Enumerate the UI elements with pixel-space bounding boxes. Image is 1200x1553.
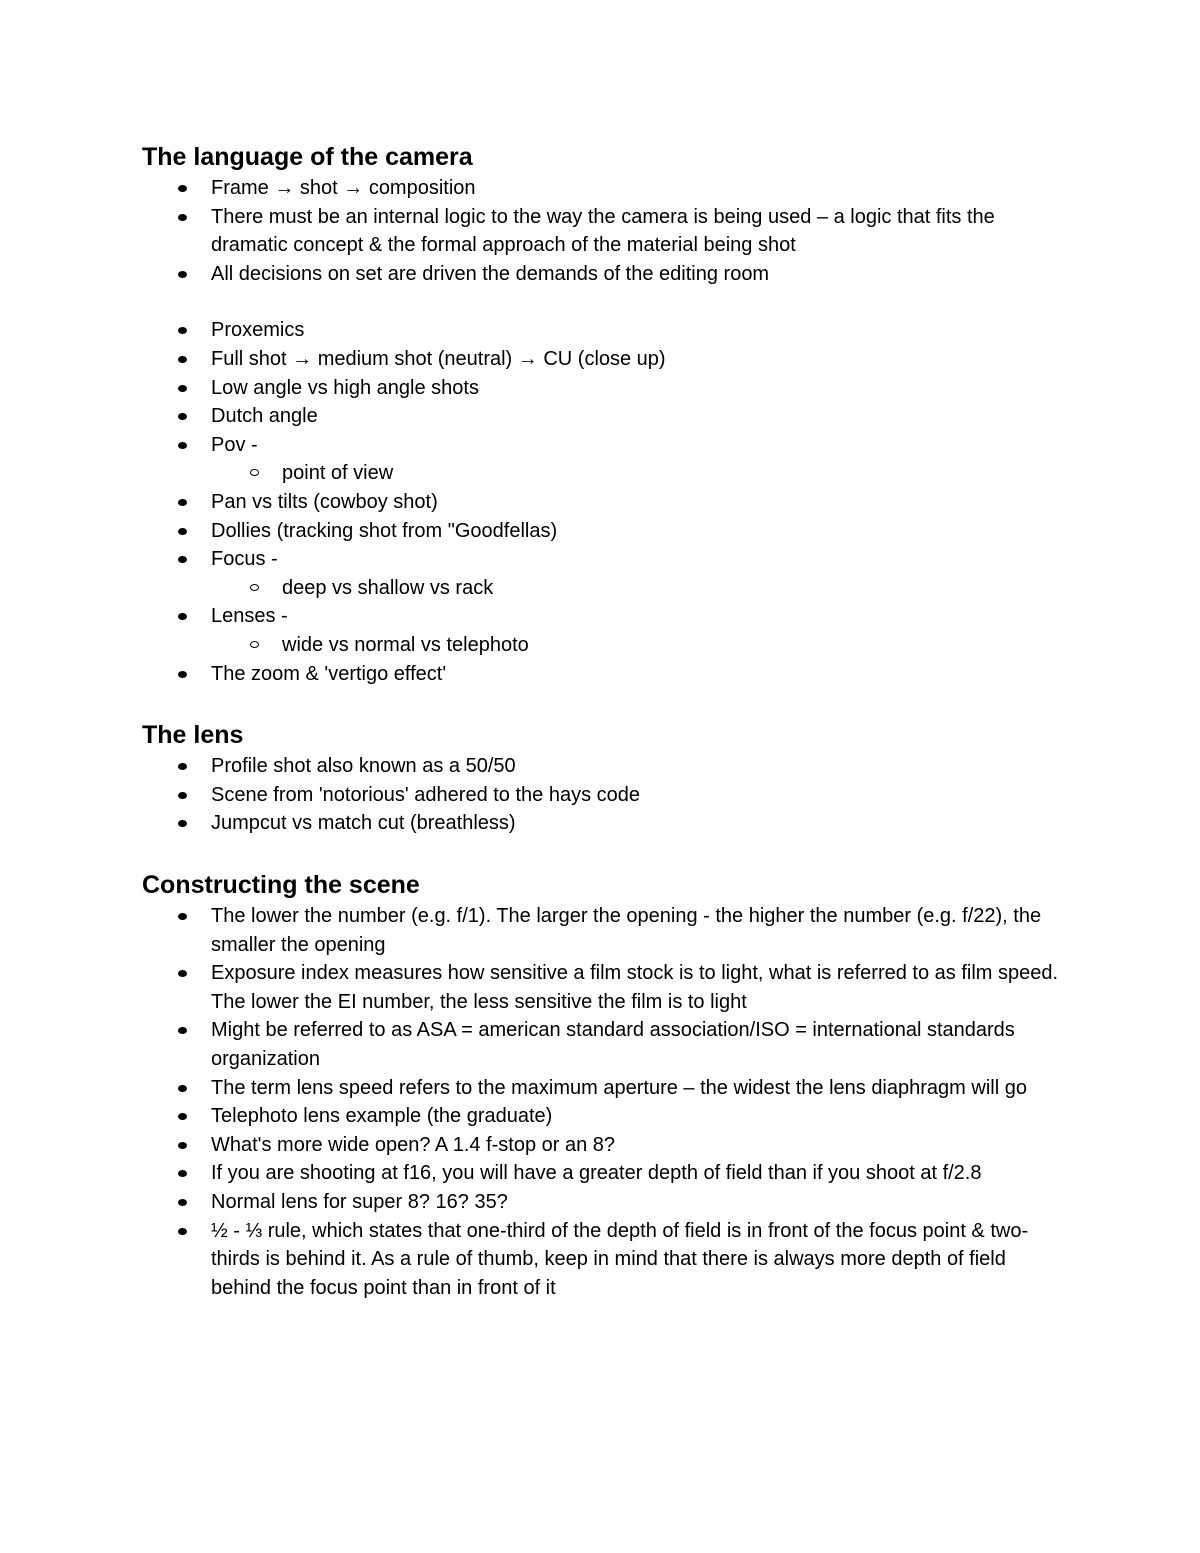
bullet-icon bbox=[178, 1228, 187, 1235]
bullet-icon bbox=[178, 792, 187, 799]
list-item bbox=[142, 959, 1061, 1016]
bullet-icon bbox=[178, 970, 187, 977]
list-item bbox=[142, 602, 1061, 659]
list-item bbox=[142, 488, 1061, 517]
list-item bbox=[142, 809, 1061, 838]
spacer bbox=[142, 288, 1072, 316]
list-item bbox=[142, 402, 1061, 431]
bullet-icon bbox=[178, 556, 187, 563]
bullet-icon bbox=[178, 1170, 187, 1177]
list-item-text: Proxemics bbox=[211, 319, 305, 342]
circle-bullet-icon bbox=[250, 584, 259, 591]
sub-list-item-text: point of view bbox=[282, 462, 394, 485]
list-item-text: Dutch angle bbox=[211, 405, 318, 428]
list-item bbox=[142, 203, 1061, 260]
sub-list-item bbox=[142, 574, 1061, 603]
list-item-text: Dollies (tracking shot from "Goodfellas) bbox=[211, 519, 558, 542]
list-item-text: Jumpcut vs match cut (breathless) bbox=[211, 812, 516, 835]
bullet-icon bbox=[178, 913, 187, 920]
list-item-text: Might be referred to as ASA = american standard association/ISO = international standards organization bbox=[211, 1019, 1015, 1070]
sub-list-item bbox=[142, 631, 1061, 660]
bullet-list bbox=[142, 902, 1072, 1302]
bullet-icon bbox=[178, 442, 187, 449]
bullet-list bbox=[142, 316, 1072, 688]
list-item bbox=[142, 1188, 1061, 1217]
bullet-icon bbox=[178, 1085, 187, 1092]
list-item bbox=[142, 781, 1061, 810]
list-item-text: Pan vs tilts (cowboy shot) bbox=[211, 490, 438, 513]
section-heading: The language of the camera bbox=[142, 143, 473, 171]
list-item bbox=[142, 431, 1061, 488]
sub-list-item bbox=[142, 459, 1061, 488]
list-item-text: Scene from 'notorious' adhered to the hays code bbox=[211, 783, 641, 806]
list-item bbox=[142, 345, 1061, 374]
list-item-text: Focus - bbox=[211, 548, 278, 571]
bullet-icon bbox=[178, 356, 187, 363]
list-item-text: Low angle vs high angle shots bbox=[211, 376, 479, 399]
list-item-text: Normal lens for super 8? 16? 35? bbox=[211, 1190, 508, 1213]
list-item bbox=[142, 260, 1061, 289]
section-heading: The lens bbox=[142, 721, 244, 749]
list-item bbox=[142, 1159, 1061, 1188]
list-item bbox=[142, 1074, 1061, 1103]
list-item bbox=[142, 1217, 1061, 1303]
list-item bbox=[142, 1102, 1061, 1131]
bullet-icon bbox=[178, 1027, 187, 1034]
sub-list bbox=[211, 631, 1061, 660]
bullet-icon bbox=[178, 413, 187, 420]
list-item bbox=[142, 1131, 1061, 1160]
bullet-icon bbox=[178, 820, 187, 827]
list-item bbox=[142, 545, 1061, 602]
sub-list bbox=[211, 574, 1061, 603]
section-the-lens bbox=[142, 719, 1072, 838]
list-item-text: Telephoto lens example (the graduate) bbox=[211, 1105, 553, 1128]
list-item-text: What's more wide open? A 1.4 f-stop or an 8? bbox=[211, 1133, 616, 1156]
circle-bullet-icon bbox=[250, 641, 259, 648]
sub-list bbox=[211, 459, 1061, 488]
bullet-icon bbox=[178, 763, 187, 770]
list-item bbox=[142, 517, 1061, 546]
bullet-icon bbox=[178, 671, 187, 678]
bullet-list bbox=[142, 752, 1072, 838]
bullet-icon bbox=[178, 214, 187, 221]
sub-list-item-text: deep vs shallow vs rack bbox=[282, 576, 494, 599]
list-item-text: If you are shooting at f16, you will have a greater depth of field than if you shoot at f/2.8 bbox=[211, 1162, 982, 1185]
bullet-icon bbox=[178, 385, 187, 392]
list-item-text: All decisions on set are driven the demands of the editing room bbox=[211, 262, 770, 285]
bullet-icon bbox=[178, 528, 187, 535]
list-item-text: Exposure index measures how sensitive a film stock is to light, what is referred to as film speed. The lower the EI number, the less sensitive the film is to light bbox=[211, 962, 1059, 1013]
bullet-icon bbox=[178, 499, 187, 506]
list-item bbox=[142, 902, 1061, 959]
bullet-icon bbox=[178, 1199, 187, 1206]
list-item-text: The lower the number (e.g. f/1). The larger the opening - the higher the number (e.g. f/22), the smaller the opening bbox=[211, 905, 1042, 956]
bullet-icon bbox=[178, 613, 187, 620]
list-item bbox=[142, 752, 1061, 781]
list-item-text: Frame → shot → composition bbox=[211, 177, 476, 199]
list-item-text: Full shot → medium shot (neutral) → CU (close up) bbox=[211, 347, 666, 370]
list-item-text: The term lens speed refers to the maximum aperture – the widest the lens diaphragm will go bbox=[211, 1076, 1027, 1099]
bullet-icon bbox=[178, 327, 187, 334]
list-item bbox=[142, 660, 1061, 689]
list-item bbox=[142, 316, 1061, 345]
list-item bbox=[142, 374, 1061, 403]
list-item-text: There must be an internal logic to the way the camera is being used – a logic that fits the dramatic concept & the formal approach of the material being shot bbox=[211, 205, 995, 257]
section-language-of-camera bbox=[142, 141, 1072, 688]
bullet-list bbox=[142, 174, 1072, 288]
section-heading: Constructing the scene bbox=[142, 871, 420, 899]
list-item bbox=[142, 174, 1061, 203]
sub-list-item-text: wide vs normal vs telephoto bbox=[282, 633, 529, 656]
bullet-icon bbox=[178, 1142, 187, 1149]
list-item-text: ½ - ⅓ rule, which states that one-third of the depth of field is in front of the focus point & two-thirds is behind it. As a rule of thumb, keep in mind that there is always more depth of field behind the focus point than in front of it bbox=[211, 1219, 1029, 1299]
bullet-icon bbox=[178, 1113, 187, 1120]
list-item-text: Pov - bbox=[211, 433, 258, 456]
list-item bbox=[142, 1016, 1061, 1073]
list-item-text: Lenses - bbox=[211, 605, 288, 628]
list-item-text: The zoom & 'vertigo effect' bbox=[211, 662, 447, 685]
section-constructing-the-scene bbox=[142, 869, 1072, 1302]
bullet-icon bbox=[178, 271, 187, 278]
bullet-icon bbox=[178, 185, 187, 192]
list-item-text: Profile shot also known as a 50/50 bbox=[211, 755, 516, 777]
